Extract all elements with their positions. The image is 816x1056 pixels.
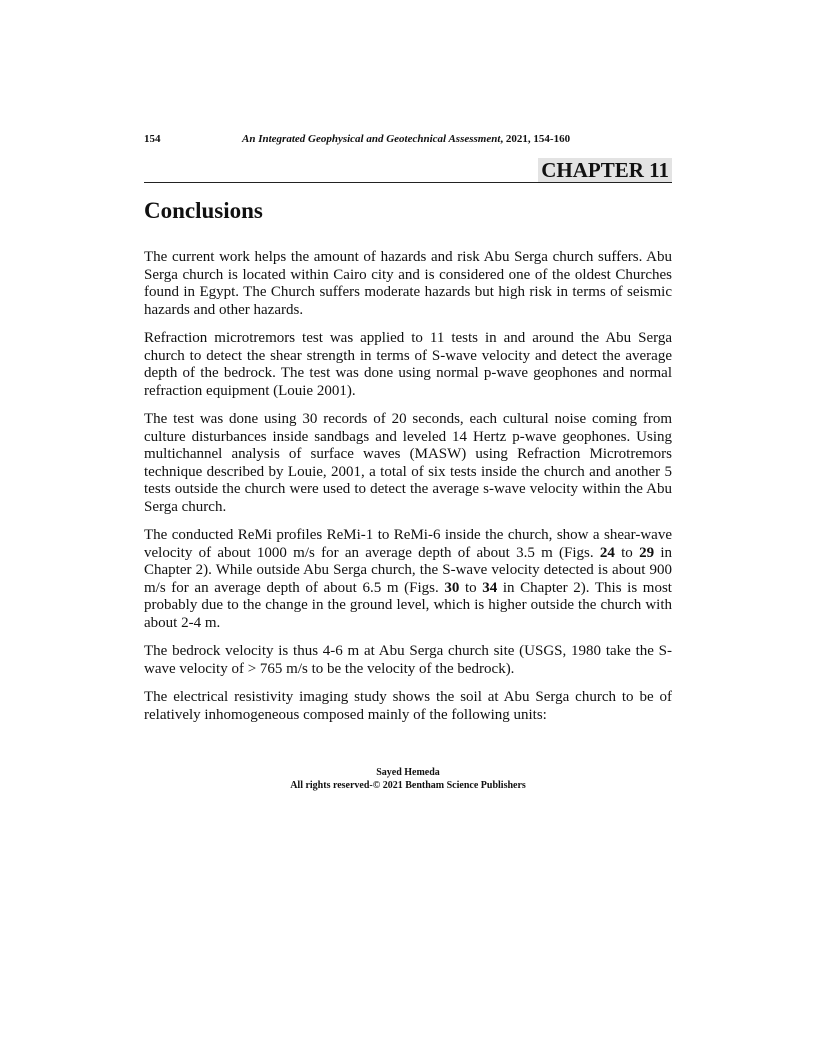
paragraph: The bedrock velocity is thus 4-6 m at Abu Serga church site (USGS, 1980 take the S-wave velocity of > 765 m/s to be the velocity of the bedrock). bbox=[144, 643, 672, 677]
paragraph: The current work helps the amount of hazards and risk Abu Serga church suffers. Abu Serga church is located within Cairo city and is considered one of the oldest Churches found in Egypt. The Church suffers moderate hazards but high risk in terms of seismic hazards and other hazards. bbox=[144, 249, 672, 318]
paragraph bbox=[144, 527, 672, 632]
figure-ref: 29 bbox=[639, 544, 655, 561]
running-title bbox=[242, 133, 570, 145]
text-run: The conducted ReMi profiles ReMi-1 to ReMi-6 inside the church, show a shear-wave velocity of about 1000 m/s for an average depth of about 3.5 m (Figs. bbox=[144, 527, 672, 561]
figure-ref: 24 bbox=[599, 544, 615, 561]
header-divider bbox=[144, 182, 672, 183]
text-run: in Chapter 2). While outside Abu Serga church, the S-wave velocity detected is about 900 m/s for an average depth of about 6.5 m (Figs. bbox=[144, 544, 672, 596]
chapter-label: CHAPTER 11 bbox=[538, 158, 672, 182]
footer-rights: All rights reserved-© 2021 Bentham Science Publishers bbox=[290, 780, 526, 791]
footer bbox=[144, 766, 672, 792]
figure-ref: 30 bbox=[444, 579, 460, 596]
book-details: , 2021, 154-160 bbox=[500, 133, 571, 145]
paragraph: The electrical resistivity imaging study shows the soil at Abu Serga church to be of relatively inhomogeneous composed mainly of the following units: bbox=[144, 689, 672, 723]
figure-ref: 34 bbox=[482, 579, 498, 596]
paragraph: The test was done using 30 records of 20 seconds, each cultural noise coming from culture disturbances inside sandbags and leveled 14 Hertz p-wave geophones. Using multichannel analysis of surface waves (MASW) using Refraction Microtremors technique described by Louie, 2001, a total of six tests inside the church and another 5 tests outside the church were used to detect the average s-wave velocity within the Abu Serga church. bbox=[144, 411, 672, 515]
body-text bbox=[144, 249, 672, 735]
paragraph: Refraction microtremors test was applied to 11 tests in and around the Abu Serga church to detect the shear strength in terms of S-wave velocity and detect the average depth of the bedrock. The test was done using normal p-wave geophones and normal refraction equipment (Louie 2001). bbox=[144, 330, 672, 399]
book-title: An Integrated Geophysical and Geotechnical Assessment bbox=[242, 133, 501, 145]
text-run: to bbox=[614, 544, 640, 561]
text-run: in Chapter 2). This is most probably due to the change in the ground level, which is higher outside the church with about 2-4 m. bbox=[144, 579, 672, 631]
page-number: 154 bbox=[144, 133, 161, 145]
text-run: to bbox=[459, 579, 483, 596]
footer-author: Sayed Hemeda bbox=[376, 767, 440, 778]
running-header bbox=[144, 133, 672, 151]
chapter-title: Conclusions bbox=[144, 198, 263, 223]
